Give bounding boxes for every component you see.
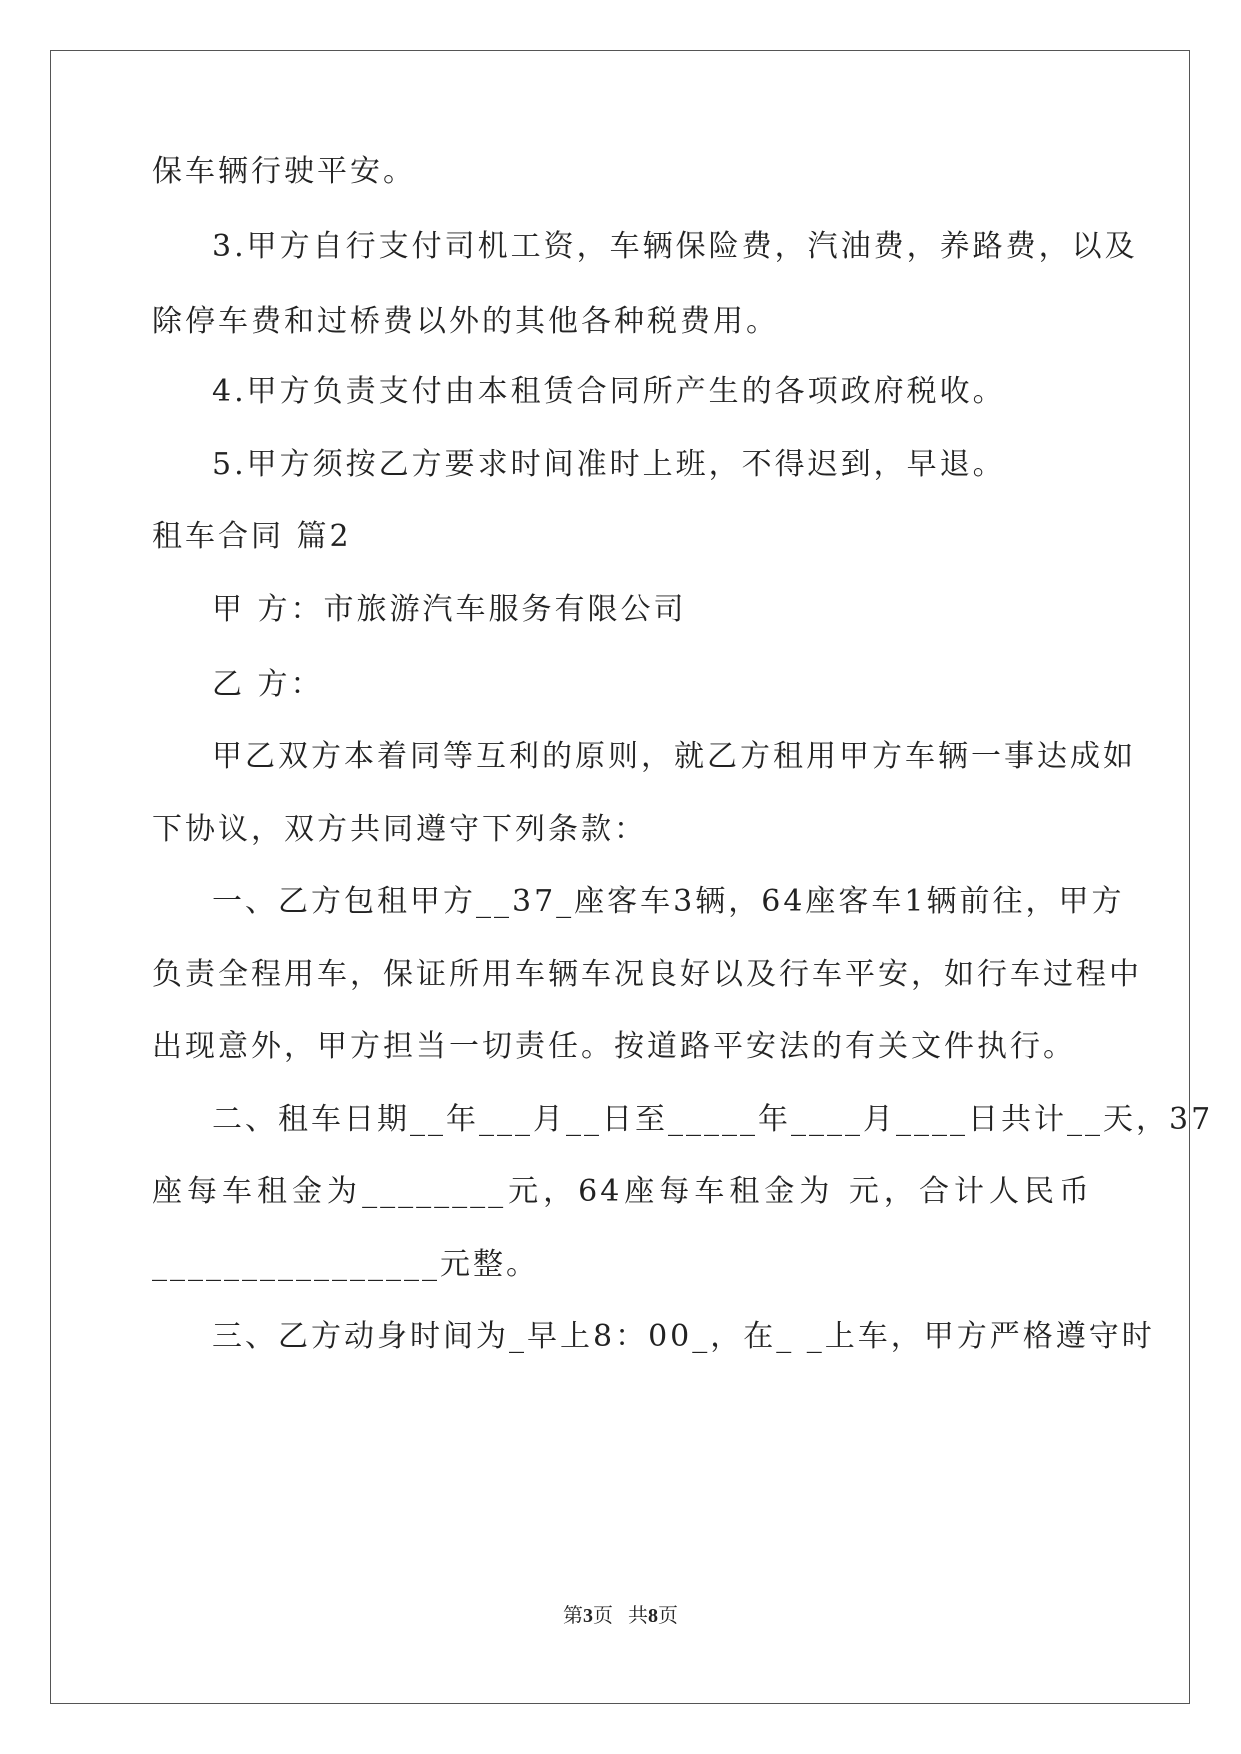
section-heading: 租车合同 篇2 <box>152 519 352 554</box>
text-line: 除停车费和过桥费以外的其他各种税费用。 <box>152 304 779 339</box>
current-page-number: 3 <box>583 1605 593 1627</box>
text-line: 一、乙方包租甲方__37_座客车3辆，64座客车1辆前往，甲方 <box>212 884 1125 919</box>
page-border <box>50 50 1214 1704</box>
total-page-number: 8 <box>648 1605 658 1627</box>
page-footer <box>0 1604 1241 1628</box>
text-line: 三、乙方动身时间为_早上8：00_，在_ _上车，甲方严格遵守时 <box>212 1319 1155 1354</box>
text-line: 甲乙双方本着同等互利的原则，就乙方租用甲方车辆一事达成如 <box>212 739 1136 774</box>
text-line: 座每车租金为________元，64座每车租金为 元，合计人民币 <box>152 1174 1092 1209</box>
text-line: 负责全程用车，保证所用车辆车况良好以及行车平安，如行车过程中 <box>152 957 1142 992</box>
footer-suffix: 页 <box>658 1605 678 1627</box>
text-line: 二、租车日期__年___月__日至_____年____月____日共计__天，37 <box>212 1102 1214 1137</box>
text-line: 4.甲方负责支付由本租赁合同所产生的各项政府税收。 <box>212 374 1006 409</box>
text-line: ________________元整。 <box>152 1247 539 1282</box>
footer-prefix: 第 <box>563 1605 583 1627</box>
party-a-line: 甲 方：市旅游汽车服务有限公司 <box>212 592 687 627</box>
text-line: 3.甲方自行支付司机工资，车辆保险费，汽油费，养路费，以及 <box>212 229 1138 264</box>
text-line: 5.甲方须按乙方要求时间准时上班，不得迟到，早退。 <box>212 447 1006 482</box>
text-line: 出现意外，甲方担当一切责任。按道路平安法的有关文件执行。 <box>152 1029 1076 1064</box>
footer-middle: 页 共 <box>593 1605 648 1627</box>
party-b-line: 乙 方： <box>212 667 324 702</box>
text-line: 下协议，双方共同遵守下列条款： <box>152 812 647 847</box>
text-line: 保车辆行驶平安。 <box>152 154 416 189</box>
